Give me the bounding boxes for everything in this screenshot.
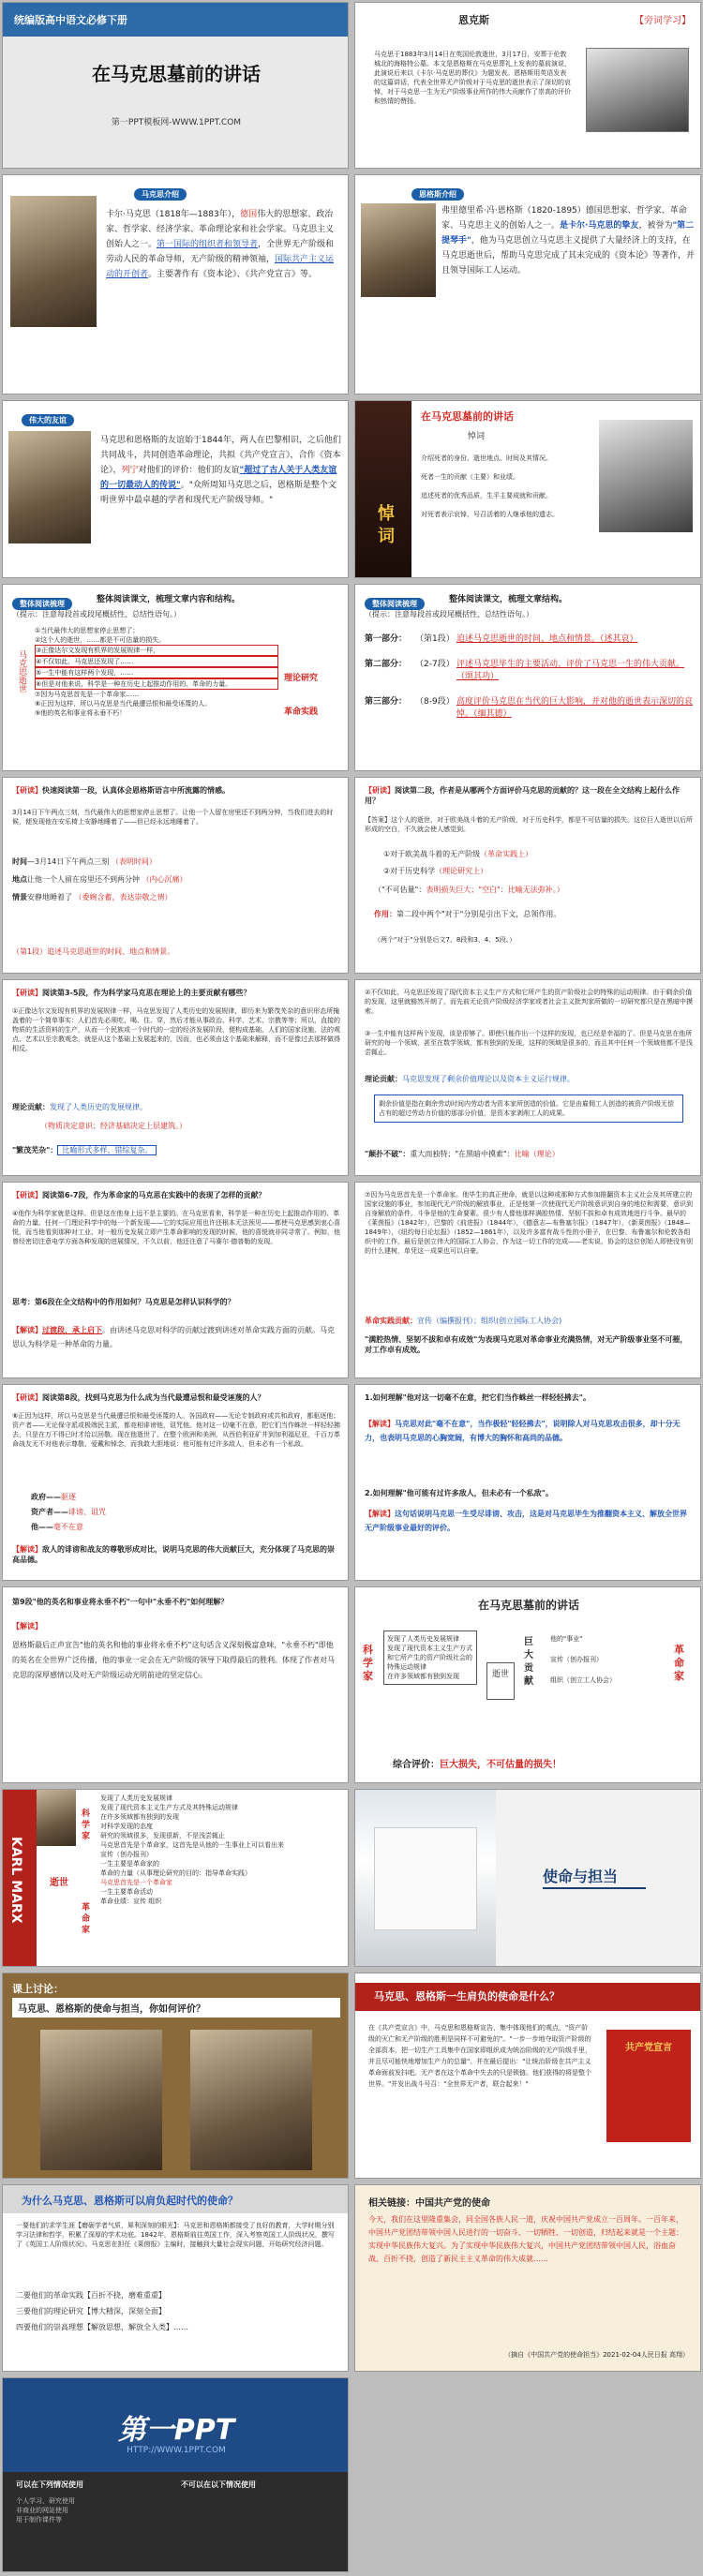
why-title: 为什么马克思、恩格斯可以肩负起时代的使命？ bbox=[22, 2195, 238, 2207]
list-item: ⑤一生中能有这样两个发现，…… bbox=[35, 667, 278, 678]
list-item: 发现了现代资本主义生产方式及其特殊运动规律 bbox=[100, 1804, 238, 1811]
list-item: 介绍死者的身份、逝世地点、时间及其情况。 bbox=[421, 454, 552, 462]
engels-portrait-2 bbox=[190, 2030, 312, 2170]
engels-tag: 恩格斯介绍 bbox=[411, 188, 464, 201]
list-item: 对科学发现的态度 bbox=[100, 1823, 153, 1830]
usage-forbidden: 不可以在以下情况使用 bbox=[181, 2480, 256, 2489]
why-list bbox=[16, 2290, 335, 2332]
list-item: 发现了人类历史发展规律 bbox=[100, 1794, 172, 1802]
para9-slide bbox=[2, 1586, 349, 1783]
para4-body: ②不仅如此，马克思还发现了现代资本主义生产方式和它所产生的资产阶级社会的特殊的运动规律。由于剩余价值的发现，这里就豁然开朗了，而先前无论资产阶级经济学家或者社会主义批判家所做的一切研究都只是在黑暗中摸索。 bbox=[365, 989, 693, 1015]
parts-hint: （提示：注意每段首或段尾概括性、总结性语句。） bbox=[365, 610, 533, 618]
list-item: 对死者表示哀悼，号召活着的人继承他的遗志。 bbox=[421, 511, 559, 518]
list-item: 宣传（创办报刊） bbox=[100, 1851, 153, 1858]
part-row: 第一部分： （第1段） 追述马克思逝世的时间、地点和情景。（述其哀） bbox=[365, 634, 638, 644]
mindmap-slide bbox=[354, 1586, 701, 1783]
table-row: 情景安静地睡着了 （委婉含蓄，表达崇敬之情） bbox=[12, 893, 172, 901]
marx-text: 卡尔·马克思（1818年—1883年），德国伟大的思想家、政治家、哲学家、经济学家、革命理论家和社会学家。马克思主义创始人之一。第一国际的组织者和领导者，全世界无产阶级和劳动人民的革命导师，无产阶级的精神领袖，国际共产主义运动的开创者。主要著作有《资本论》、《共产党宣言》等。 bbox=[106, 210, 335, 279]
marx-summary-slide bbox=[2, 1789, 349, 1967]
list-item: 革命的力量（从事理论研究的目的：指导革命实践） bbox=[100, 1869, 251, 1877]
q2-text: 2.如何理解"他可能有过许多敌人，但未必有一个私敌"。 bbox=[365, 1489, 553, 1497]
list-item: 非商业的网站使用 bbox=[16, 2507, 68, 2514]
list-item: 在许多领域都有独到的发现 bbox=[100, 1813, 179, 1821]
self-row: 他——毫不在意 bbox=[31, 1523, 83, 1531]
para1-summary: （第1段）追述马克思逝世的时间、地点和情景。 bbox=[12, 947, 175, 956]
q1-answer: 【解读】马克思对此"毫不在意"，当作极轻"轻轻拂去"，说明除人对马克思攻击很多，却十分无力，也表明马克思的心胸宽阔，有博大的胸怀和高尚的品德。 bbox=[365, 1420, 681, 1442]
para9-key: 【解读】 bbox=[12, 1622, 42, 1630]
mission-slide bbox=[354, 1973, 701, 2179]
para6-question: 【研读】阅读第6-7段，作为革命家的马克思在实践中的表现了怎样的贡献？ bbox=[12, 1191, 266, 1199]
table-row: 时间—3月14日下午两点三刻 （表明时间） bbox=[12, 857, 157, 866]
list-item: 马克思首先是个革命家，这首先是从他的一生事业上可以看出来 bbox=[100, 1841, 284, 1849]
bour-row: 资产者——诽谤、诅咒 bbox=[31, 1508, 106, 1516]
para6-slide bbox=[2, 1182, 349, 1378]
marx-portrait bbox=[10, 196, 97, 327]
marx-intro-slide bbox=[2, 174, 349, 395]
cpc-title: 相关链接：中国共产党的使命 bbox=[368, 2198, 490, 2209]
list-item: ⑦因为马克思首先是一个革命家…… bbox=[35, 691, 140, 698]
parts-title: 整体阅读课文，梳理文章结构。 bbox=[449, 595, 568, 604]
list-item: 宣传（创办报刊） bbox=[550, 1656, 603, 1663]
marx-engels-photo bbox=[8, 431, 91, 543]
brand-logo: 第一PPT bbox=[117, 2414, 235, 2447]
lesson-title: 在马克思墓前的讲话 bbox=[92, 63, 261, 85]
scientist-side: 科学家 bbox=[82, 1809, 91, 1841]
list-item: 三要他们的理论研究【博大精深，深刻全面】 bbox=[16, 2307, 166, 2315]
list-item: 马克思首先是一个革命家 bbox=[100, 1879, 172, 1886]
author-name: 恩克斯 bbox=[458, 14, 489, 26]
parts-tag: 整体阅读梳理 bbox=[365, 598, 425, 610]
list-item: ④不仅如此，马克思还发现了…… bbox=[35, 656, 278, 667]
cpc-slide bbox=[354, 2184, 701, 2372]
why-slide bbox=[2, 2184, 349, 2372]
list-item: 组织（创立工人协会） bbox=[550, 1676, 616, 1684]
discussion-question: 马克思、恩格斯的使命与担当，你如何评价？ bbox=[12, 1998, 340, 2018]
structure-slide bbox=[2, 584, 349, 771]
scientist-box bbox=[383, 1630, 477, 1685]
surplus-value-box: 剩余价值是指在剩余劳动时间内劳动者为资本家所创造的价值。它是由雇佣工人创造的被资产阶级无偿占有的超过劳动力价值的那部分价值，是资本家剥削工人的成果。 bbox=[374, 1094, 683, 1123]
list-item: 在许多领域都有独到发现 bbox=[387, 1673, 459, 1680]
para2-point1: ①对于欧美战斗着的无产阶级（革命实践上） bbox=[383, 850, 533, 858]
death-mark: 逝世 bbox=[50, 1878, 68, 1888]
list-item: 革命业绩：宣传 组织 bbox=[100, 1898, 162, 1905]
part-row: 第三部分： （8-9段） 高度评价马克思在当代的巨大影响，并对他的逝世表示深切的哀悼。（缅其德） bbox=[365, 697, 694, 719]
list-item: 一生主要是革命家的 bbox=[100, 1860, 159, 1868]
list-item: ②这个人的逝世，……都是不可估量的损失。 bbox=[35, 636, 166, 644]
footer-slide bbox=[2, 2377, 349, 2572]
list-item: 四要他们的崇高理想【解放思想，解放全人类】…… bbox=[16, 2323, 188, 2331]
para8-slide bbox=[2, 1384, 349, 1581]
list-item: ⑥但是对他来说，科学是一种在历史上起推动作用的、革命的力量。 bbox=[35, 678, 278, 690]
para2-question: 【研读】阅读第二段，作者是从哪两个方面评价马克思的贡献的？这一段在全文结构上起什么作用？ bbox=[365, 786, 680, 805]
cpc-text: 今天，我们在这里隆重集会，同全国各族人民一道，庆祝中国共产党成立一百周年。一百年来，中国共产党团结带领中国人民进行的一切奋斗、一切牺牲、一切创造，归结起来就是一个主题：实现中华民族伟大复兴。为了实现中华民族伟大复兴，中国共产党团结带领中国人民，浴血奋战、百折不挠，创造了新民主主义革命的伟大成就…… bbox=[368, 2215, 683, 2263]
paragraph-list bbox=[35, 626, 278, 718]
para6-think: 思考：第6段在全文结构中的作用如何？马克思是怎样认识科学的？ bbox=[12, 1298, 235, 1306]
mindmap-title: 在马克思墓前的讲话 bbox=[477, 1599, 579, 1612]
part-row: 第二部分： （2-7段） 评述马克思毕生的主要活动、评价了马克思一生的伟大贡献。（颂其功） bbox=[365, 660, 685, 681]
list-item: 二要他们的革命实践【百折不挠，磨难重重】 bbox=[16, 2291, 166, 2300]
discussion-slide bbox=[2, 1973, 349, 2179]
discussion-tag: 课上讨论： bbox=[12, 1983, 64, 1995]
overall-eval: 综合评价：巨大损失，不可估量的损失！ bbox=[393, 1760, 561, 1770]
list-item: 发现了人类历史发展规律 bbox=[387, 1635, 459, 1643]
course-label: 统编版高中语文必修下册 bbox=[14, 14, 127, 26]
para2-slide bbox=[354, 777, 701, 974]
manifesto-book: 共产党宣言 bbox=[606, 2030, 691, 2142]
brand-url: HTTP://WWW.1PPT.COM bbox=[127, 2446, 226, 2455]
revolutionary-side: 革命家 bbox=[82, 1903, 91, 1935]
para3-slide bbox=[2, 979, 349, 1176]
marx-small-portrait bbox=[37, 1790, 76, 1846]
summary-list bbox=[100, 1794, 344, 1906]
usage-allowed: 可以在下列情况使用 bbox=[16, 2480, 83, 2489]
para8-body: ⑧正因为这样，所以马克思是当代最遭忌恨和最受诬蔑的人。各国政府——无论专制政府或共和政府，都驱逐他；资产者——无论保守派或极端民主派，都竞相诽谤他，诅咒他。他对这一切毫不在意，把它们当作蛛丝一样轻轻拂去，只是在万不得已时才给以回敬。现在他逝世了，在整个欧洲和美洲，从西伯利亚矿井到加利福尼亚，千百万革命战友无不对他表示尊敬、爱戴和悼念，而我敢大胆地说：他可能有过许多敌人，但未必有一个私敌。 bbox=[12, 1412, 340, 1448]
death-label: 马克思逝世 bbox=[17, 650, 26, 692]
list-item: ⑧正因为这样，所以马克思是当代最遭忌恨和最受诬蔑的人。 bbox=[35, 700, 212, 707]
para4-word: "颠扑不破"：重大而独特；"在黑暗中摸索"：比喻（理论） bbox=[365, 1150, 560, 1158]
contribution-label: 巨大贡献 bbox=[524, 1637, 533, 1687]
title-slide bbox=[2, 2, 349, 169]
structure-title: 整体阅读课文，梳理文章内容和结构。 bbox=[97, 595, 241, 604]
para3-detail: （物质决定意识；经济基础决定上层建筑。） bbox=[40, 1122, 187, 1130]
q2-answer: 【解读】这句话说明马克思一生受尽诽谤、攻击，这是对马克思毕生为推翻资本主义、解放全世界无产阶级事业最好的评价。 bbox=[365, 1510, 687, 1532]
para1-table bbox=[12, 856, 340, 910]
structure-tag: 整体阅读梳理 bbox=[12, 598, 72, 610]
theory-label: 理论研究 bbox=[284, 674, 319, 683]
list-item: ⑨他的英名和事业将永垂不朽！ bbox=[35, 709, 127, 717]
para3-body: ①正像达尔文发现有机界的发展规律一样，马克思发现了人类历史的发展规律，即历来为繁茂芜杂的意识形态所掩盖着的一个简单事实：人们首先必须吃、喝、住、穿，然后才能从事政治、科学、艺术、宗教等等；所以，直接的物质的生活资料的生产，从而一个民族或一个时代的一定的经济发展阶段，便构成基础，人们的国家设施、法的观点、艺术以至宗教观念，就是从这个基础上发展起来的，因而，也必须由这个基础来解释，而不是像过去那样做得相反。 bbox=[12, 1007, 340, 1052]
para2-point3: （"不可估量"：表明损失巨大；"空白"：比喻无法弥补。） bbox=[374, 886, 564, 894]
intro-slide bbox=[354, 2, 701, 169]
para2-tail: （两个"对于"分别是后文7、8段和3、4、5段。） bbox=[374, 936, 516, 944]
para2-role: 作用：第二段中两个"对于"分别是引出下文，总领作用。 bbox=[374, 910, 561, 918]
gov-row: 政府——驱逐 bbox=[31, 1493, 76, 1501]
list-item: 死者一生的贡献（主要）和业绩。 bbox=[421, 473, 519, 481]
genre-label: 悼 词 bbox=[375, 504, 395, 544]
para1-slide bbox=[2, 777, 349, 974]
para6-body: ④他作为科学家就是这样。但是这在他身上远不是主要的。在马克思看来，科学是一种在历史上起推动作用的、革命的力量。任何一门理论科学中的每一个新发现——它的实际应用也许还根本无法预见——都使马克思感到衷心喜悦，而当他看到那种对工业、对一般历史发展立即产生革命影响的发现的时候，他的喜悦就非同寻常了。例如，他曾经密切注意电学方面各种发现的进展情况，不久以前，他还注意了马赛尔·德普勒的发现。 bbox=[12, 1210, 340, 1245]
section-tag: 【旁词学习】 bbox=[635, 16, 691, 26]
friendship-tag: 伟大的友谊 bbox=[22, 414, 74, 426]
bust-photo bbox=[599, 420, 693, 532]
para3-theory: 理论贡献：发现了人类历史的发展规律。 bbox=[12, 1103, 147, 1111]
para9-answer: 恩格斯最后正声宣告"他的英名和他的事业将永垂不朽"这句话含义深刻极富意味，"永垂不朽"即他的英名在全世界广泛传播，他的事业一定会在无产阶级的领导下取得最后的胜利。体现了作者对马克思的深厚感情以及对无产阶级运动光明前途的坚定信心。 bbox=[12, 1641, 335, 1679]
list-item: 他的"事业" bbox=[550, 1635, 583, 1643]
para2-point2: ②对于历史科学（理论研究上） bbox=[383, 867, 488, 875]
para3-question: 【研读】阅读第3-5段，作为科学家马克思在理论上的主要贡献有哪些？ bbox=[12, 989, 251, 997]
candle-image bbox=[355, 401, 411, 578]
site-label: 第一PPT模板网-WWW.1PPT.COM bbox=[111, 118, 242, 127]
mission-title-slide bbox=[354, 1789, 701, 1967]
q1-text: 1.如何理解"他对这一切毫不在意，把它们当作蛛丝一样轻轻拂去"。 bbox=[365, 1393, 591, 1402]
why-text: 一要他们的求学生涯【磨砺学者气质，犀利深刻的眼光】：马克思和恩格斯都接受了良好的教育，大学时期分别学习法律和哲学，积累了深厚的学术功底。1842年，恩格斯前往英国工作，深入考察英国工人阶级状况，撰写了《英国工人阶级状况》。马克思在担任《莱茵报》主编时，接触到大量社会现实问题，开始研究经济问题。 bbox=[16, 2222, 335, 2248]
para7-slide bbox=[354, 1182, 701, 1378]
practice-label: 革命实践 bbox=[284, 707, 319, 717]
para7-body: ⑦因为马克思首先是一个革命家。他毕生的真正使命，就是以这种或那种方式参加推翻资本主义社会及其所建立的国家设施的事业，参加现代无产阶级的解放事业，正是他第一次使现代无产阶级意识到自身的地位和需要，意识到自身解放的条件。斗争是他的生命要素。很少有人像他那样满腔热情、坚韧不拔和卓有成效地进行斗争。最早的《莱茵报》（1842年），巴黎的《前进报》（1844年），《德意志—布鲁塞尔报》（1847年），《新莱茵报》（1848—1849年），《纽约每日论坛报》（1852—1861年），以及许多富有战斗性的小册子，在巴黎、布鲁塞尔和伦敦各组织中的工作，最后是创立伟大的国际工人协会，作为这一切工作的完成——老实说，协会的这位创始人即使没有别的什么建树，单凭这一成果也可以自豪。 bbox=[365, 1191, 693, 1255]
scientist-label: 科学家 bbox=[363, 1644, 373, 1682]
list-item: ①当代最伟大的思想家停止思想了； bbox=[35, 627, 140, 634]
friendship-text: 马克思和恩格斯的友谊始于1844年，两人在巴黎相识，之后他们共同战斗，共同创造革命理论，共拟《共产党宣言》，合作《资本论》，列宁对他们的评价：他们的友谊"超过了古人关于人类友谊的一切最动人的传说"。"众所周知马克思之后，恩格斯是整个文明世界中最卓越的学者和现代无产阶级导师。" bbox=[100, 436, 341, 505]
table-row: 地点让他一个人留在房里还不到两分钟 （内心沉痛） bbox=[12, 875, 187, 884]
para4-slide bbox=[354, 979, 701, 1176]
list-item: 研究的领域很多，发现很新，不是浅尝辄止 bbox=[100, 1832, 225, 1839]
engels-portrait bbox=[361, 203, 436, 297]
para7-contrib: 革命实践贡献：宣传（编撰报刊）；组织(创立国际工人协会) bbox=[365, 1317, 562, 1325]
list-item: 追述死者的优秀品质，生平主要成就和贡献。 bbox=[421, 492, 552, 499]
para3-word: "繁茂芜杂"： 比喻形式多样、错综复杂。 bbox=[12, 1145, 340, 1155]
list-item: ③正像达尔文发现有机界的发展规律一样， bbox=[35, 645, 278, 656]
marx-portrait-2 bbox=[40, 2030, 162, 2170]
engels-intro-slide bbox=[354, 174, 701, 395]
revolutionary-items bbox=[550, 1634, 653, 1685]
para5-body: ③一生中能有这样两个发现，该是很够了。即使只能作出一个这样的发现，也已经是幸福的了。但是马克思在他所研究的每一个领域，甚至在数学领域，都有独到的发现，这样的领域是很多的，而且其中任何一个领域他都不是浅尝辄止。 bbox=[365, 1030, 693, 1056]
para8-question: 【研读】阅读第8段，找到马克思为什么成为当代最遭忌恨和最受诬蔑的人？ bbox=[12, 1393, 265, 1402]
marx-tag: 马克思介绍 bbox=[134, 188, 187, 201]
list-item: 一生主要革命活动 bbox=[100, 1888, 153, 1896]
engels-text: 弗里德里希·冯·恩格斯（1820-1895）德国思想家、哲学家、革命家、马克思主义的创始人之一。是卡尔·马克思的挚友，被誉为"第二提琴手"，他为马克思创立马克思主义提供了大量经济上的支持，在马克思逝世后，帮助马克思完成了其未完成的《资本论》等著作，并且领导国际工人运动。 bbox=[441, 206, 696, 275]
para1-question: 【研读】快速阅读第一段，认真体会恩格斯语言中所流露的情感。 bbox=[12, 786, 230, 795]
tomb-photo bbox=[586, 48, 689, 132]
eulogy-title: 在马克思墓前的讲话 bbox=[421, 410, 514, 423]
revolutionary-label: 革命家 bbox=[674, 1644, 684, 1682]
intro-text: 马克思于1883年3月14日在英国伦敦逝世，3月17日，安葬于伦敦城北的海格特公墓。本文是恩格斯在马克思葬礼上发表的墓前演说，此演说后来以《卡尔·马克思的葬仪》为题发表。恩格斯用英语发表的这篇讲话，代表全世界无产阶级对于马克思的逝世表示了深切的哀悼，对于马克思一生为无产阶级事业所作的伟大贡献作了崇高的评价和热情的赞扬。 bbox=[374, 51, 571, 105]
para1-body: 3月14日下午两点三刻，当代最伟大的思想家停止思想了。让他一个人留在房里还不到两分钟，当我们进去的时候，便发现他在安乐椅上安静地睡着了——但已经永远地睡着了。 bbox=[12, 809, 334, 826]
parts-list bbox=[365, 633, 693, 721]
para2-answer: 【答案】这个人的逝世，对于欧美战斗着的无产阶级，对于历史科学，都是不可估量的损失。这位巨人逝世以后所形成的空白，不久就会使人感觉到。 bbox=[365, 816, 693, 833]
mission-title: 使命与担当 bbox=[543, 1868, 619, 1885]
mission-question: 马克思、恩格斯一生肩负的使命是什么？ bbox=[374, 1990, 560, 2003]
para8-answer: 【解读】敌人的诽谤和战友的尊敬形成对比，说明马克思的伟大贡献巨大，充分体现了马克思的崇高品德。 bbox=[12, 1545, 335, 1564]
para8-questions-slide bbox=[354, 1384, 701, 1581]
list-item: 发现了现代资本主义生产方式和它所产生的资产阶级社会的特殊运动规律 bbox=[387, 1645, 472, 1671]
parts-slide bbox=[354, 584, 701, 771]
friendship-slide bbox=[2, 400, 349, 578]
structure-hint: （提示：注意每段首或段尾概括性、总结性语句。） bbox=[12, 610, 181, 618]
list-item: 用于制作课件等 bbox=[16, 2516, 62, 2524]
usage-lines bbox=[16, 2496, 75, 2524]
list-item: 个人学习、研究使用 bbox=[16, 2497, 75, 2505]
eulogy-sub: 悼词 bbox=[468, 432, 486, 441]
para7-end: "满腔热情、坚韧不拔和卓有成效"为表现马克思对革命事业充满热情，对无产阶级事业坚不可摧，对工作卓有成效。 bbox=[365, 1335, 688, 1354]
eulogy-items bbox=[421, 454, 599, 519]
para6-answer: 【解读】过渡段，承上启下。由讲述马克思对科学的贡献过渡到讲述对革命实践方面的贡献。马克思认为科学是一种革命的力量。 bbox=[12, 1326, 335, 1348]
marx-name-banner: KARL MARX bbox=[8, 1837, 23, 1924]
para9-question: 第9段"他的英名和事业将永垂不朽"一句中"永垂不朽"如何理解？ bbox=[12, 1598, 229, 1606]
mission-text: 在《共产党宣言》中，马克思和恩格斯宣告，集中体现他们的观点，"资产阶级的灭亡和无产阶级的胜利是同样不可避免的"。"一步一步地夺取资产阶级的全部资本，把一切生产工具集中在国家即组织成为统治阶级的无产阶级手里，并且尽可能快地增加生产力的总量"。并在最后提出："让统治阶级在共产主义革命面前发抖吧。无产者在这个革命中失去的只是锁链。他们获得的将是整个世界。"并发出战斗号召："全世界无产者，联合起来！" bbox=[368, 2024, 591, 2088]
eulogy-genre-slide bbox=[354, 400, 701, 578]
para4-theory: 理论贡献：马克思发现了剩余价值理论以及资本主义运行规律。 bbox=[365, 1075, 575, 1083]
death-node: 逝世 bbox=[486, 1662, 515, 1700]
cpc-source: （摘自《中国共产党的使命担当》2021-02-04人民日报 高翔） bbox=[504, 2351, 689, 2359]
